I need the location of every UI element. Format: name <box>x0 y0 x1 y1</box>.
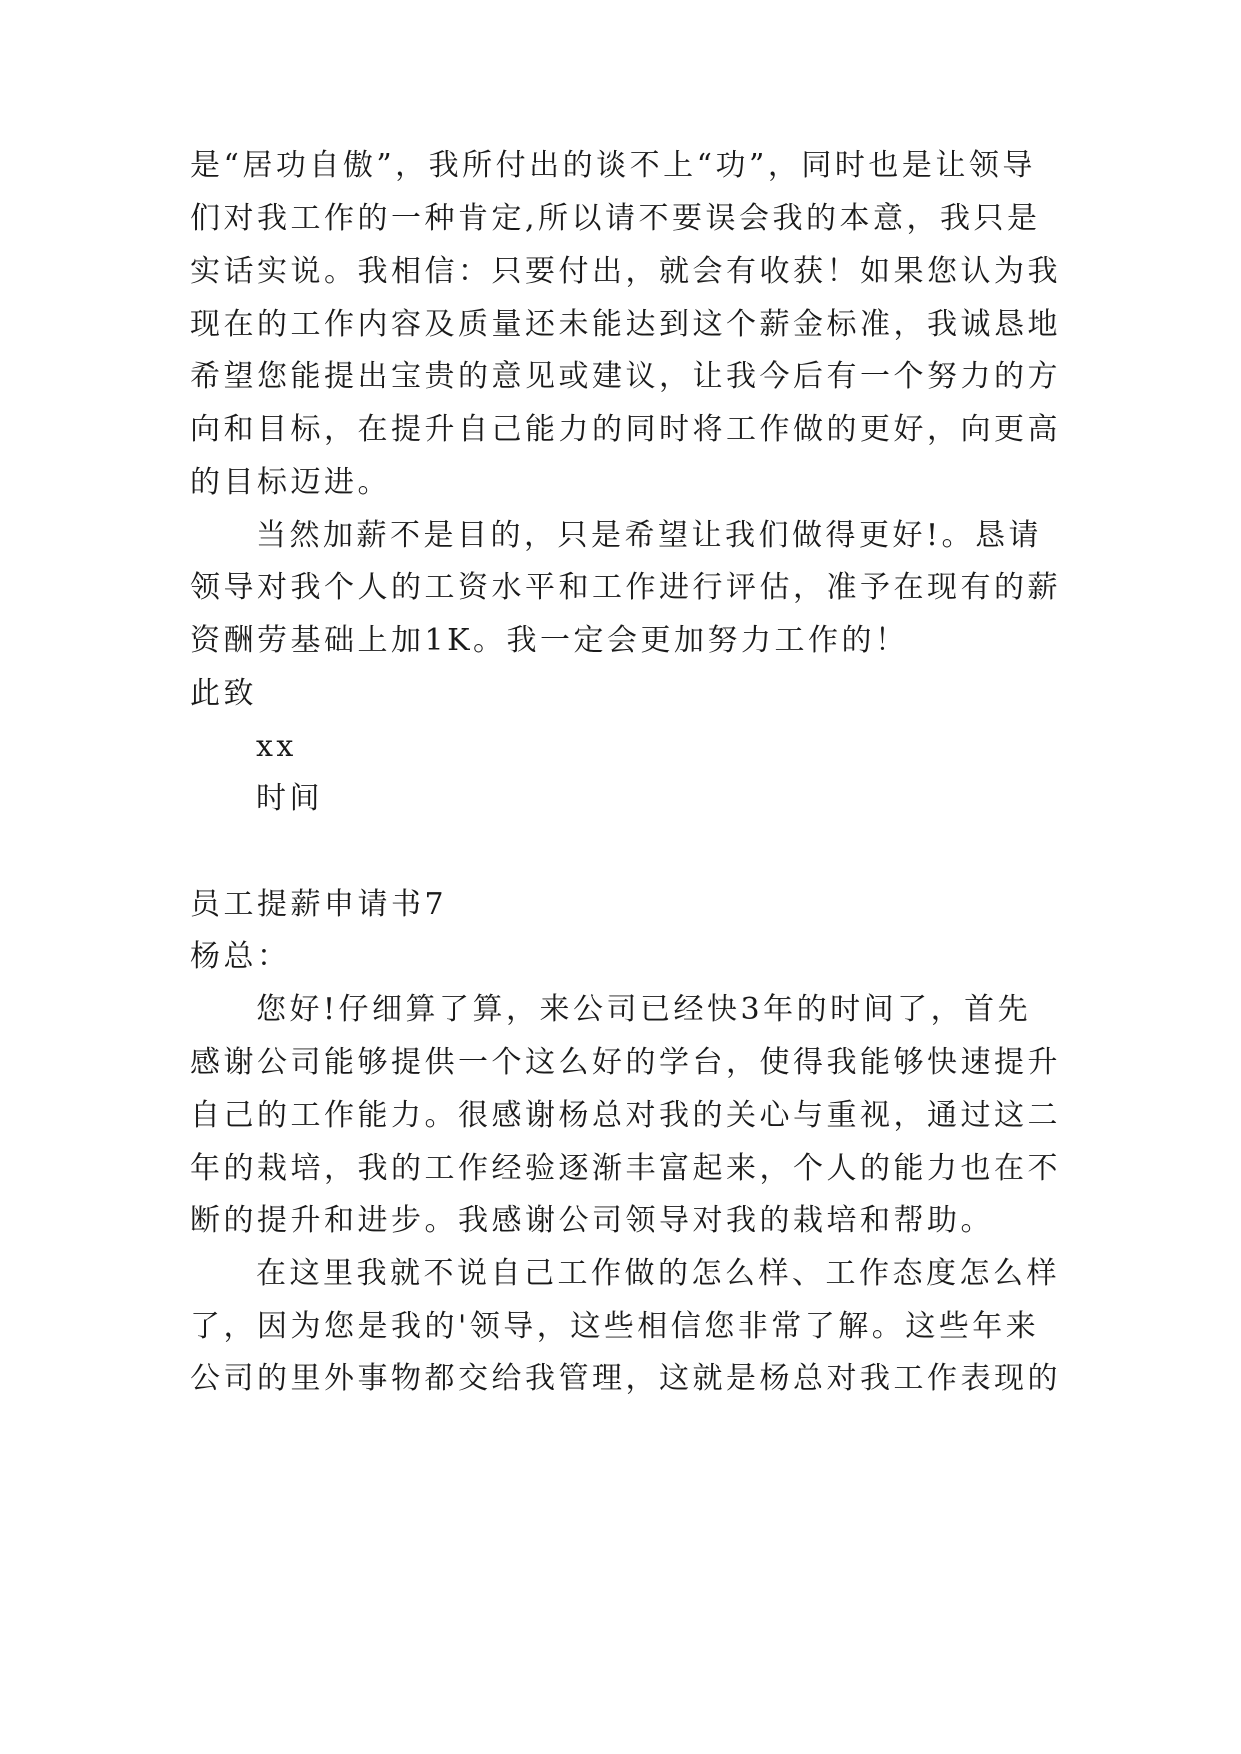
text-line: 断的提升和进步。我感谢公司领导对我的栽培和帮助。 <box>190 1203 994 1238</box>
text-line: 在这里我就不说自己工作做的怎么样、工作态度怎么样 <box>256 1256 1060 1291</box>
text-line: 是“居功自傲”，我所付出的谈不上“功”，同时也是让领导 <box>190 148 1036 183</box>
text-line: 希望您能提出宝贵的意见或建议，让我今后有一个努力的方 <box>190 359 1061 394</box>
closing-text: 此致 <box>190 676 257 711</box>
text-line: 资酬劳基础上加1K。我一定会更加努力工作的！ <box>190 623 909 658</box>
signature-name: xx <box>256 729 297 764</box>
text-line: 向和目标，在提升自己能力的同时将工作做的更好，向更高 <box>190 412 1061 447</box>
section-title: 员工提薪申请书7 <box>190 887 448 922</box>
text-line: 实话实说。我相信：只要付出，就会有收获！如果您认为我 <box>190 254 1061 289</box>
salutation: 杨总： <box>190 939 291 974</box>
text-line: 年的栽培，我的工作经验逐渐丰富起来，个人的能力也在不 <box>190 1151 1061 1186</box>
text-line: 自己的工作能力。很感谢杨总对我的关心与重视，通过这二 <box>190 1098 1061 1133</box>
text-line: 领导对我个人的工资水平和工作进行评估，准予在现有的薪 <box>190 570 1061 605</box>
text-line: 了，因为您是我的'领导，这些相信您非常了解。这些年来 <box>190 1309 1040 1344</box>
text-line: 现在的工作内容及质量还未能达到这个薪金标准，我诚恳地 <box>190 307 1061 342</box>
text-line: 感谢公司能够提供一个这么好的学台，使得我能够快速提升 <box>190 1045 1061 1080</box>
text-line: 您好!仔细算了算，来公司已经快3年的时间了，首先 <box>256 992 1032 1027</box>
text-line: 当然加薪不是目的，只是希望让我们做得更好!。恳请 <box>256 518 1043 553</box>
text-line: 们对我工作的一种肯定,所以请不要误会我的本意，我只是 <box>190 201 1041 236</box>
text-line: 公司的里外事物都交给我管理，这就是杨总对我工作表现的 <box>190 1361 1061 1396</box>
signature-date: 时间 <box>256 781 323 816</box>
text-line: 的目标迈进。 <box>190 465 391 500</box>
